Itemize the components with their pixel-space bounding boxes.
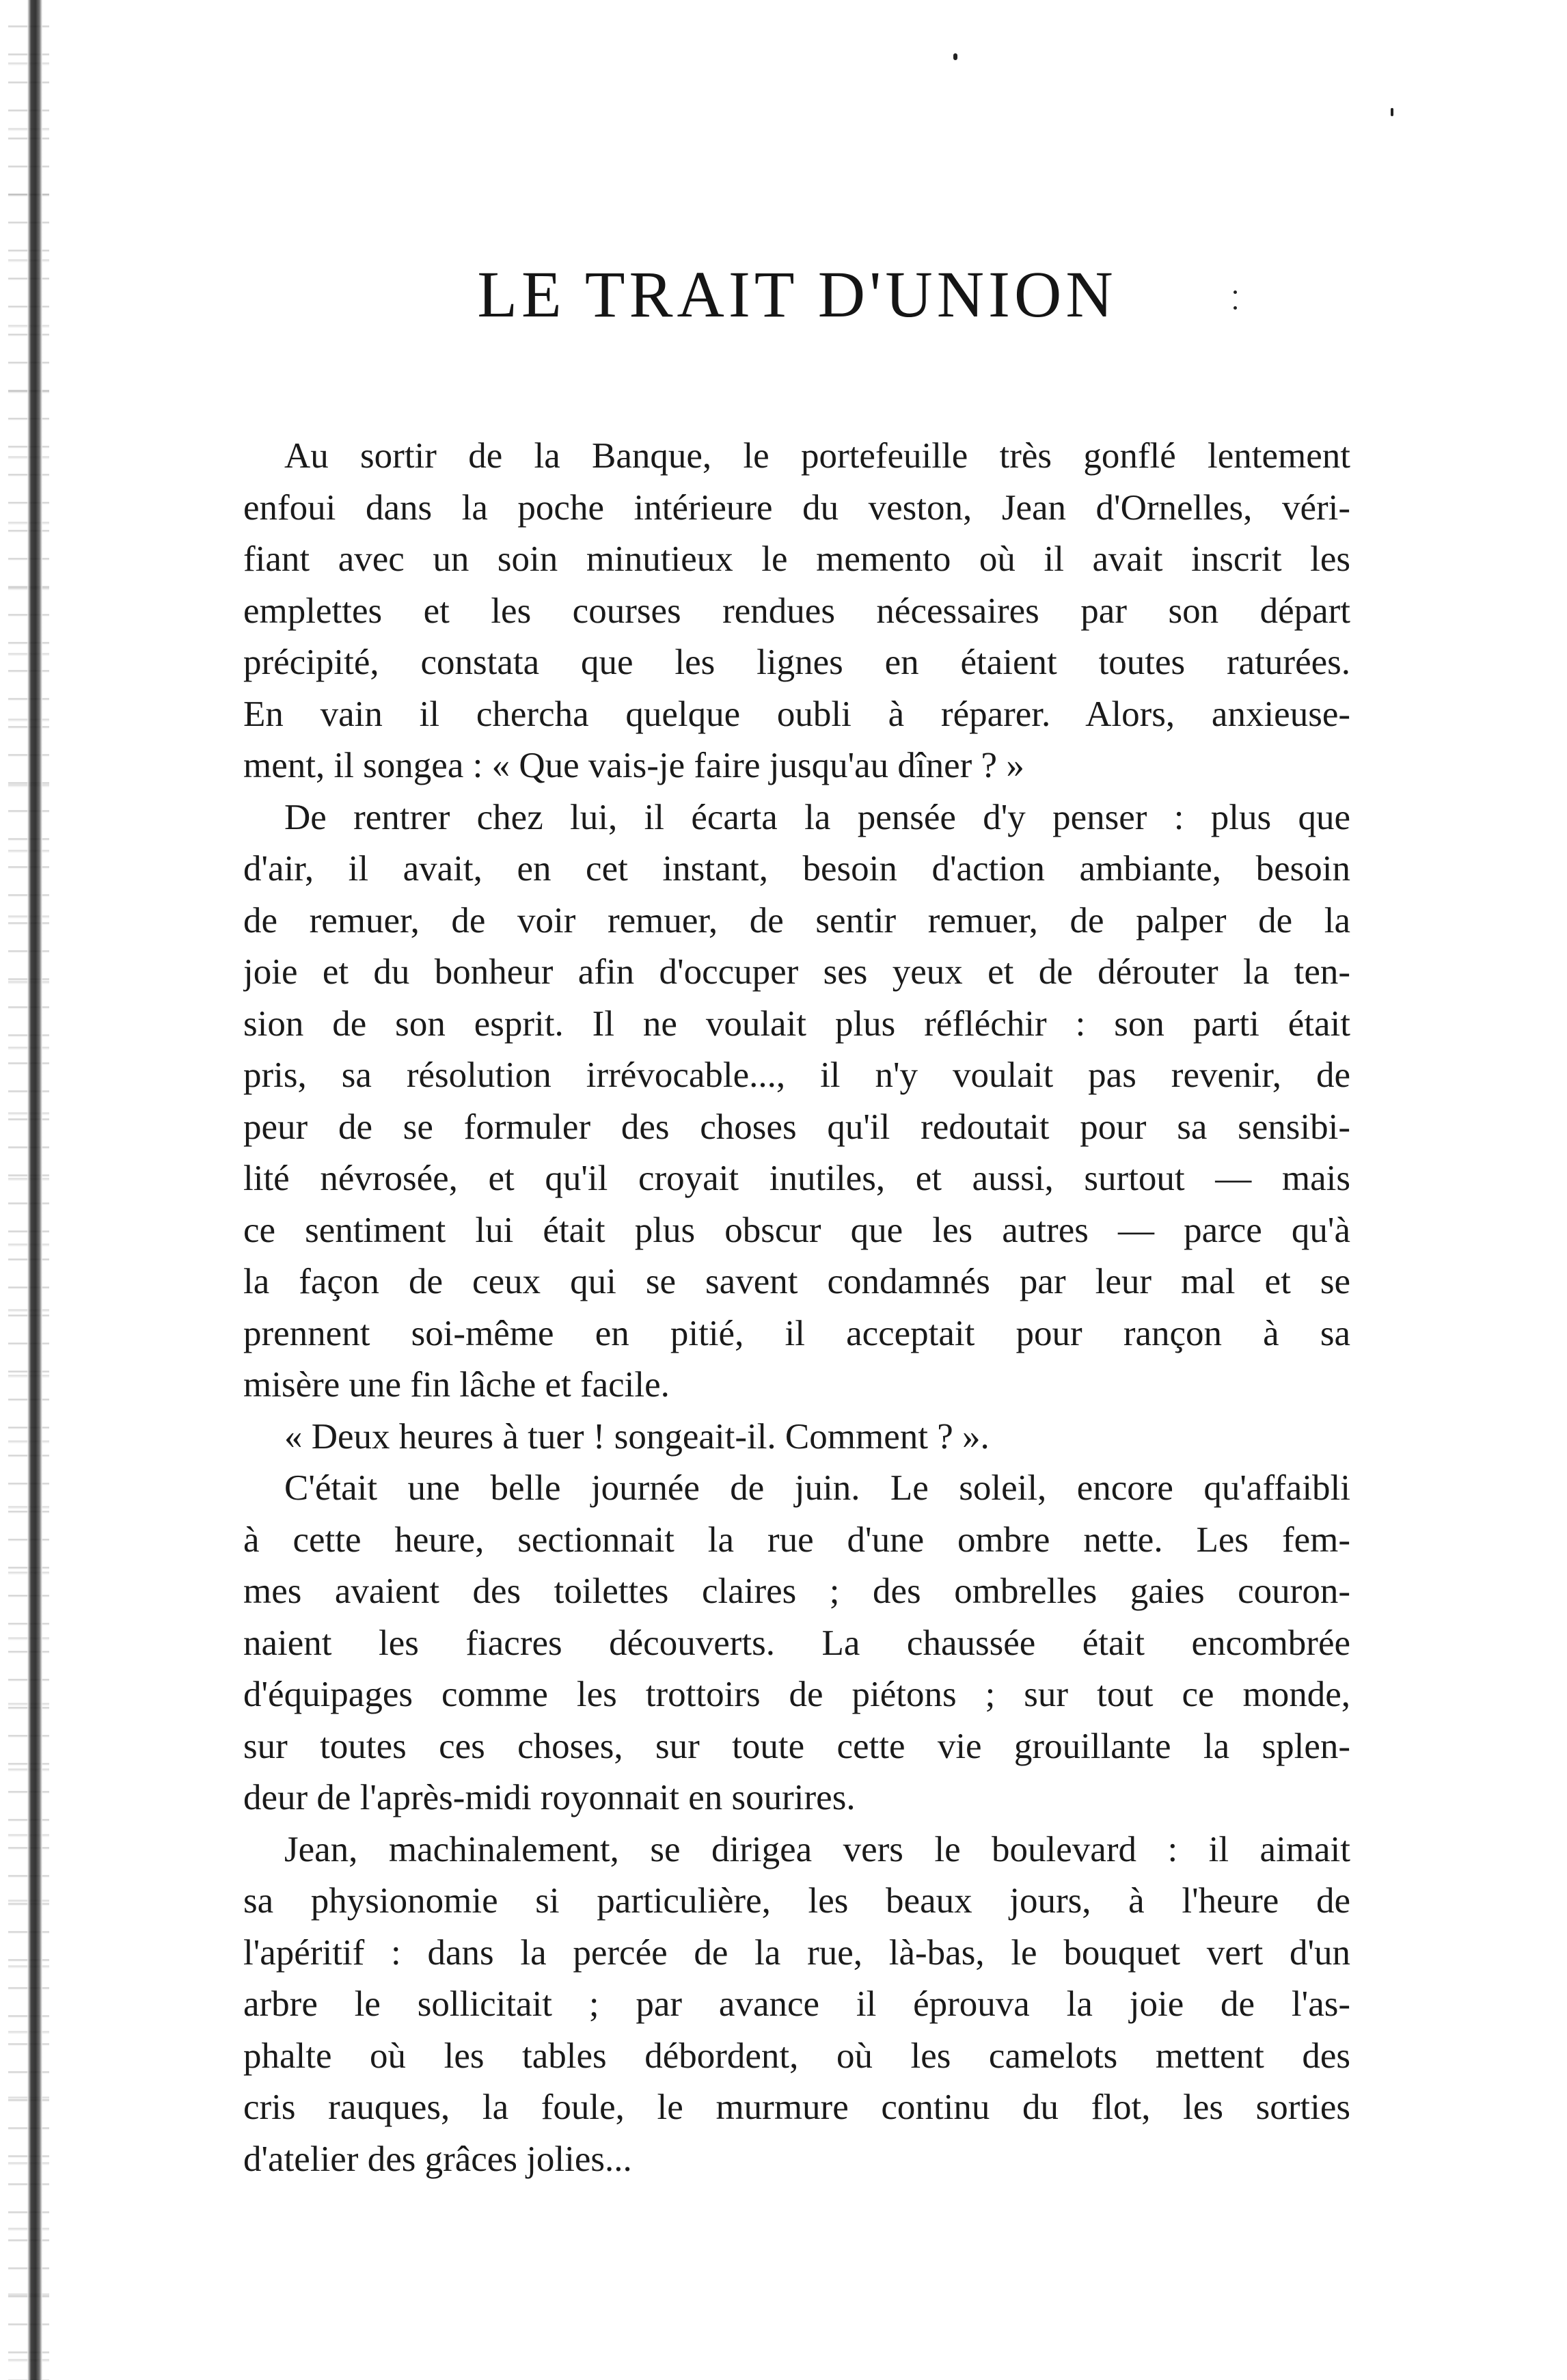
text-line: C'était une belle journée de juin. Le soleil, encore qu'affaibli: [284, 1468, 1350, 1508]
paragraph: [243, 1463, 1350, 1824]
text-line: sa physionomie si particulière, les beaux jours, à l'heure de: [243, 1881, 1350, 1921]
text-line: emplettes et les courses rendues nécessaires par son départ: [243, 591, 1350, 631]
text-line: misère une fin lâche et facile.: [243, 1365, 670, 1405]
text-line: Au sortir de la Banque, le portefeuille très gonflé lentement: [284, 436, 1350, 476]
text-line: l'apéritif : dans la percée de la rue, là-bas, le bouquet vert d'un: [243, 1932, 1350, 1973]
text-line: pris, sa résolution irrévocable..., il n'y voulait pas revenir, de: [243, 1055, 1350, 1095]
text-line: enfoui dans la poche intérieure du veston, Jean d'Ornelles, véri-: [243, 487, 1350, 528]
text-line: à cette heure, sectionnait la rue d'une ombre nette. Les fem-: [243, 1519, 1350, 1560]
text-line: En vain il chercha quelque oubli à réparer. Alors, anxieuse-: [243, 694, 1350, 734]
text-line: mes avaient des toilettes claires ; des ombrelles gaies couron-: [243, 1571, 1350, 1611]
text-line: sion de son esprit. Il ne voulait plus réfléchir : son parti était: [243, 1003, 1350, 1044]
text-line: arbre le sollicitait ; par avance il éprouva la joie de l'as-: [243, 1984, 1350, 2024]
paragraph: [243, 792, 1350, 1411]
page-title: LE TRAIT D'UNION: [477, 258, 1117, 331]
text-line: joie et du bonheur afin d'occuper ses yeux et de dérouter la ten-: [243, 952, 1350, 992]
text-line: de remuer, de voir remuer, de sentir remuer, de palper de la: [243, 900, 1350, 941]
text-line: deur de l'après-midi royonnait en sourires.: [243, 1778, 856, 1817]
text-line: la façon de ceux qui se savent condamnés par leur mal et se: [243, 1262, 1350, 1301]
text-line: peur de se formuler des choses qu'il redoutait pour sa sensibi-: [243, 1107, 1350, 1147]
text-line: phalte où les tables débordent, où les camelots mettent des: [243, 2036, 1350, 2076]
text-line: d'air, il avait, en cet instant, besoin d'action ambiante, besoin: [243, 849, 1350, 889]
text-line: d'équipages comme les trottoirs de piétons ; sur tout ce monde,: [243, 1675, 1350, 1714]
text-line: précipité, constata que les lignes en étaient toutes raturées.: [243, 643, 1350, 682]
ink-speck: [953, 53, 957, 60]
paragraph: [243, 1411, 1350, 1463]
page-binding-edge: [27, 0, 42, 2380]
text-line: d'atelier des grâces jolies...: [243, 2139, 632, 2179]
text-line: sur toutes ces choses, sur toute cette vie grouillante la splen-: [243, 1726, 1350, 1766]
text-line: Jean, machinalement, se dirigea vers le boulevard : il aimait: [284, 1829, 1350, 1869]
paragraph: [243, 431, 1350, 792]
ink-speck: [1391, 108, 1393, 116]
text-line: fiant avec un soin minutieux le memento où il avait inscrit les: [243, 539, 1350, 579]
text-line: « Deux heures à tuer ! songeait-il. Comment ? ».: [284, 1416, 990, 1457]
text-line: lité névrosée, et qu'il croyait inutiles, et aussi, surtout — mais: [243, 1159, 1350, 1198]
text-line: ce sentiment lui était plus obscur que les autres — parce qu'à: [243, 1210, 1350, 1250]
body-text: [243, 431, 1350, 2185]
text-line: prennent soi-même en pitié, il acceptait pour rançon à sa: [243, 1313, 1350, 1353]
text-line: De rentrer chez lui, il écarta la pensée d'y penser : plus que: [284, 797, 1350, 837]
paragraph: [243, 1824, 1350, 2186]
text-line: ment, il songea : « Que vais-je faire jusqu'au dîner ? »: [243, 746, 1024, 785]
text-line: cris rauques, la foule, le murmure continu du flot, les sorties: [243, 2087, 1350, 2127]
text-line: naient les fiacres découverts. La chaussée était encombrée: [243, 1623, 1350, 1663]
